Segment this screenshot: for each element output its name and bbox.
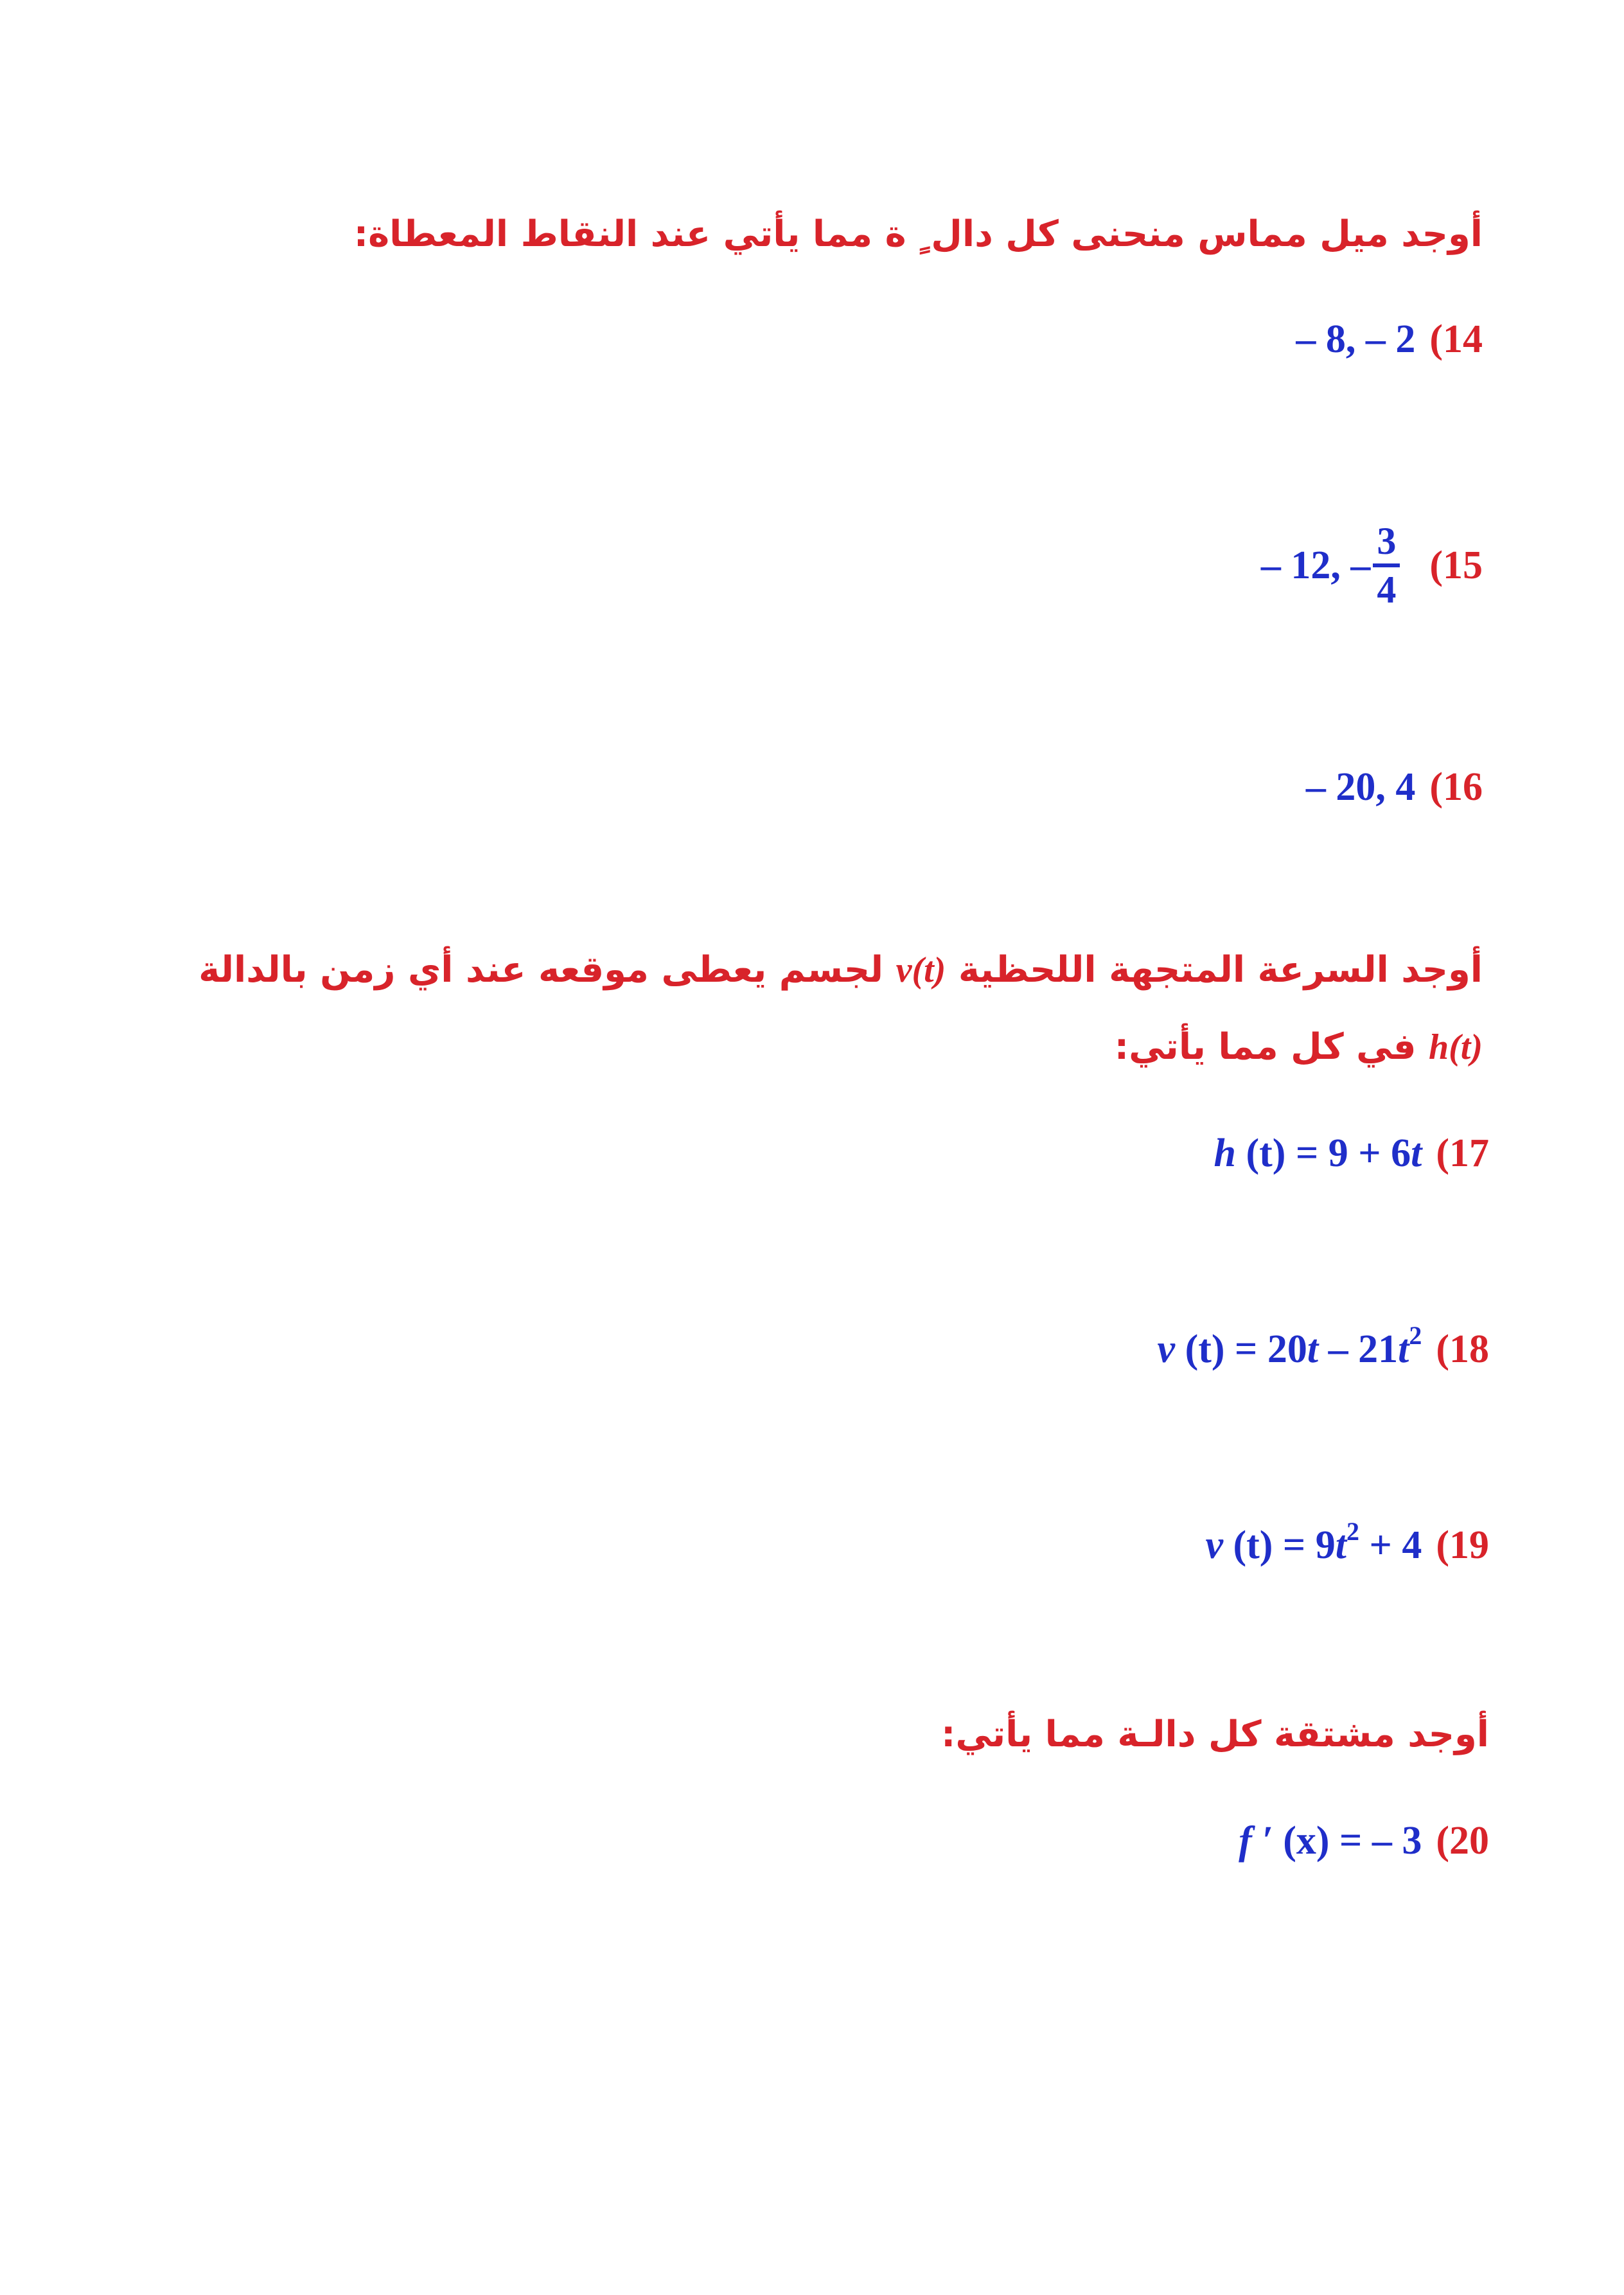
expression-part: = 9 + 6 [1295,1131,1411,1175]
exercise-16-expression: – 20, 4 [1305,765,1416,809]
expression-part: = 20 [1235,1327,1307,1371]
exercise-19-number: (19 [1436,1523,1489,1567]
expression-variable: t [1411,1131,1422,1175]
exercise-15 [1261,520,1483,615]
exercise-17 [1214,1124,1490,1182]
function-argument: (t) [1185,1327,1225,1371]
exercise-18-expression [1157,1321,1422,1371]
exercise-18 [1158,1320,1489,1378]
exercise-15-prefix: – 12, – [1260,544,1371,587]
exercise-20 [1239,1812,1489,1870]
exercise-14 [1296,310,1483,368]
velocity-heading-part2: لجسم يعطى موقعه عند أي زمن بالدالة [199,949,884,991]
exercise-20-number: (20 [1436,1819,1489,1863]
function-argument: (t) [1246,1131,1286,1175]
exercise-14-number: (14 [1429,317,1483,361]
exercise-15-number: (15 [1429,544,1483,587]
function-argument: (t) [1233,1523,1273,1567]
fraction-denominator: 4 [1377,568,1397,611]
exercise-17-number: (17 [1436,1131,1489,1175]
section-heading-velocity [191,932,1483,1086]
section-heading-slope: أوجد ميل مماس منحنى كل دال ٍ ة مما يأتي عند النقاط المعطاة: [353,213,1483,255]
velocity-function-symbol: v(t) [896,950,946,990]
exponent: 2 [1346,1517,1359,1546]
exercise-15-fraction [1373,520,1400,611]
velocity-heading-part1: أوجد السرعة المتجهة اللحظية [958,949,1483,991]
expression-part: – 21 [1318,1327,1399,1371]
exercise-14-expression: – 8, – 2 [1296,317,1416,361]
expression-part: + 4 [1359,1523,1422,1567]
exercise-19-expression [1205,1517,1422,1567]
expression-variable: t [1307,1327,1319,1371]
function-name: h [1214,1131,1236,1175]
exercise-19 [1205,1516,1489,1574]
exercise-17-expression [1214,1131,1422,1175]
expression-part: = – 3 [1339,1819,1422,1863]
expression-part: = 9 [1282,1523,1336,1567]
expression-variable: t [1398,1327,1409,1371]
velocity-heading-part3: في كل مما يأتي: [1114,1026,1417,1068]
exercise-16 [1306,758,1483,816]
exercise-20-expression [1239,1819,1422,1863]
exercise-18-number: (18 [1436,1327,1489,1371]
expression-variable: t [1335,1523,1346,1567]
position-function-symbol: h(t) [1429,1027,1483,1067]
fraction-bar [1373,563,1400,567]
fraction-numerator: 3 [1377,519,1397,562]
exponent: 2 [1409,1321,1422,1351]
function-name: v [1157,1327,1176,1371]
function-name: v [1205,1523,1223,1567]
exercise-16-number: (16 [1429,765,1483,809]
section-heading-derivative: أوجد مشتقة كل دالـة مما يأتي: [941,1714,1489,1755]
function-name: f ′ [1239,1819,1273,1863]
function-argument: (x) [1283,1819,1330,1863]
